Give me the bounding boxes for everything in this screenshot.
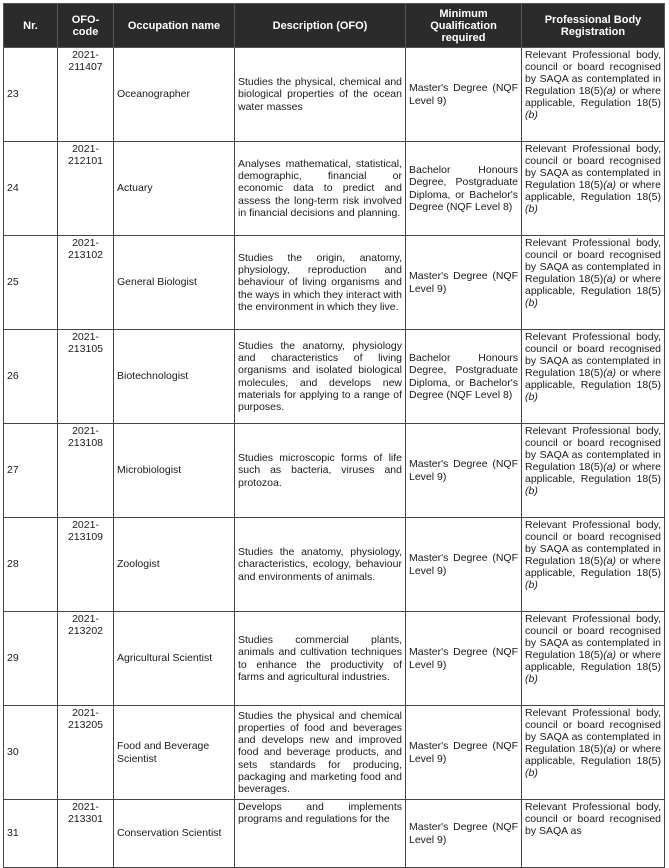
professional-body-registration [522,142,665,236]
header-description: Description (OFO) [235,4,406,48]
ofo-code-number: 212101 [67,155,104,168]
header-ofo-code: OFO-code [58,4,114,48]
occupation-description: Studies microscopic forms of life such as bacteria, viruses and protozoa. [235,424,406,518]
occupation-description: Studies the physical, chemical and biological properties of the ocean water masses [235,48,406,142]
header-professional-body: Professional Body Registration [522,4,665,48]
professional-body-registration [522,330,665,424]
regulation-subsection-a: (a) [603,85,617,98]
regulation-subsection-b: (b) [525,673,538,686]
registration-text: Relevant Professional body, council or board recognised by SAQA as contemplated in Regulation 18(5) [525,519,661,568]
regulation-subsection-b: (b) [525,109,538,122]
ofo-code-year: 2021- [72,707,99,719]
ofo-code-year: 2021- [72,613,99,625]
regulation-subsection-a: (a) [603,179,617,192]
ofo-code-year: 2021- [72,331,99,343]
registration-alternative: or where applicable, Regulation 18(5) [525,743,661,768]
regulation-subsection-b: (b) [525,767,538,780]
occupation-name: Conservation Scientist [114,800,235,868]
table-header [4,4,665,48]
minimum-qualification: Master's Degree (NQF Level 9) [406,236,522,330]
ofo-code-number: 213102 [67,249,104,262]
ofo-code-number: 213202 [67,625,104,638]
ofo-code [58,236,114,330]
table-row [4,612,665,706]
occupation-name: General Biologist [114,236,235,330]
regulation-subsection-a: (a) [603,649,617,662]
regulation-subsection-b: (b) [525,485,538,498]
professional-body-registration [522,612,665,706]
minimum-qualification: Master's Degree (NQF Level 9) [406,518,522,612]
regulation-subsection-a: (a) [603,273,617,286]
professional-body-registration [522,800,665,868]
registration-alternative: or where applicable, Regulation 18(5) [525,367,661,392]
ofo-code-year: 2021- [72,237,99,249]
registration-text: Relevant Professional body, council or board recognised by SAQA as contemplated in Regulation 18(5) [525,49,661,98]
row-number: 27 [4,424,58,518]
minimum-qualification: Master's Degree (NQF Level 9) [406,800,522,868]
row-number: 29 [4,612,58,706]
table-row [4,518,665,612]
registration-text: Relevant Professional body, council or board recognised by SAQA as contemplated in Regulation 18(5) [525,707,661,756]
table-body [4,48,665,868]
minimum-qualification: Bachelor Honours Degree, Postgraduate Diploma, or Bachelor's Degree (NQF Level 8) [406,330,522,424]
minimum-qualification: Master's Degree (NQF Level 9) [406,612,522,706]
ofo-code [58,330,114,424]
occupation-description: Develops and implements programs and regulations for the [235,800,406,868]
ofo-code-year: 2021- [72,49,99,61]
registration-alternative: or where applicable, Regulation 18(5) [525,555,661,580]
occupation-name: Microbiologist [114,424,235,518]
ofo-code [58,518,114,612]
row-number: 24 [4,142,58,236]
occupation-description: Studies commercial plants, animals and cultivation techniques to enhance the productivity of farms and agricultural industries. [235,612,406,706]
occupation-name: Agricultural Scientist [114,612,235,706]
occupation-name: Food and Beverage Scientist [114,706,235,800]
regulation-subsection-a: (a) [603,461,617,474]
row-number: 30 [4,706,58,800]
table-row [4,706,665,800]
row-number: 25 [4,236,58,330]
minimum-qualification: Master's Degree (NQF Level 9) [406,706,522,800]
ofo-code-number: 213108 [67,437,104,450]
professional-body-registration [522,706,665,800]
registration-text: Relevant Professional body, council or board recognised by SAQA as contemplated in Regulation 18(5) [525,425,661,474]
occupation-name: Oceanographer [114,48,235,142]
ofo-code-number: 213301 [67,813,104,826]
registration-alternative: or where applicable, Regulation 18(5) [525,461,661,486]
registration-text: Relevant Professional body, council or board recognised by SAQA as [525,801,661,838]
occupation-description: Studies the origin, anatomy, physiology, reproduction and behaviour of living organisms and the ways in which they interact with the environment in which they live. [235,236,406,330]
ofo-code-year: 2021- [72,801,99,813]
ofo-code-number: 213109 [67,531,104,544]
professional-body-registration [522,518,665,612]
regulation-subsection-b: (b) [525,203,538,216]
ofo-code [58,612,114,706]
regulation-subsection-a: (a) [603,555,617,568]
table-row [4,800,665,868]
registration-alternative: or where applicable, Regulation 18(5) [525,85,661,110]
ofo-code-year: 2021- [72,143,99,155]
regulation-subsection-b: (b) [525,297,538,310]
row-number: 28 [4,518,58,612]
table-row [4,142,665,236]
occupation-description: Analyses mathematical, statistical, demographic, financial or economic data to predict and assess the long-term risk involved in financial decisions and planning. [235,142,406,236]
ofo-code [58,706,114,800]
registration-alternative: or where applicable, Regulation 18(5) [525,649,661,674]
occupation-table [3,3,665,868]
ofo-code-year: 2021- [72,425,99,437]
ofo-code [58,424,114,518]
occupation-name: Actuary [114,142,235,236]
occupation-description: Studies the physical and chemical properties of food and beverages and develops new and improved food and beverage products, and sets standards for producing, packaging and marketing food and beverages. [235,706,406,800]
table-row [4,424,665,518]
minimum-qualification: Bachelor Honours Degree, Postgraduate Diploma, or Bachelor's Degree (NQF Level 8) [406,142,522,236]
regulation-subsection-b: (b) [525,391,538,404]
occupation-description: Studies the anatomy, physiology and characteristics of living organisms and isolated biological molecules, and develops new materials for applying to a range of purposes. [235,330,406,424]
table-row [4,330,665,424]
row-number: 31 [4,800,58,868]
registration-alternative: or where applicable, Regulation 18(5) [525,273,661,298]
registration-text: Relevant Professional body, council or board recognised by SAQA as contemplated in Regulation 18(5) [525,237,661,286]
ofo-code-number: 213205 [67,719,104,732]
row-number: 23 [4,48,58,142]
header-occupation-name: Occupation name [114,4,235,48]
registration-alternative: or where applicable, Regulation 18(5) [525,179,661,204]
minimum-qualification: Master's Degree (NQF Level 9) [406,48,522,142]
table-row [4,48,665,142]
regulation-subsection-a: (a) [603,367,617,380]
header-row [4,4,665,48]
row-number: 26 [4,330,58,424]
header-minimum-qualification: Minimum Qualification required [406,4,522,48]
registration-text: Relevant Professional body, council or board recognised by SAQA as contemplated in Regulation 18(5) [525,613,661,662]
ofo-code [58,48,114,142]
professional-body-registration [522,236,665,330]
professional-body-registration [522,48,665,142]
header-nr: Nr. [4,4,58,48]
occupation-name: Biotechnologist [114,330,235,424]
ofo-code-number: 211407 [68,61,103,74]
registration-text: Relevant Professional body, council or board recognised by SAQA as contemplated in Regulation 18(5) [525,143,661,192]
professional-body-registration [522,424,665,518]
occupation-description: Studies the anatomy, physiology, characteristics, ecology, behaviour and environments of animals. [235,518,406,612]
ofo-code-number: 213105 [67,343,104,356]
registration-text: Relevant Professional body, council or board recognised by SAQA as contemplated in Regulation 18(5) [525,331,661,380]
table-row [4,236,665,330]
minimum-qualification: Master's Degree (NQF Level 9) [406,424,522,518]
ofo-code-year: 2021- [72,519,99,531]
ofo-code [58,142,114,236]
regulation-subsection-b: (b) [525,579,538,592]
ofo-code [58,800,114,868]
regulation-subsection-a: (a) [603,743,617,756]
occupation-name: Zoologist [114,518,235,612]
